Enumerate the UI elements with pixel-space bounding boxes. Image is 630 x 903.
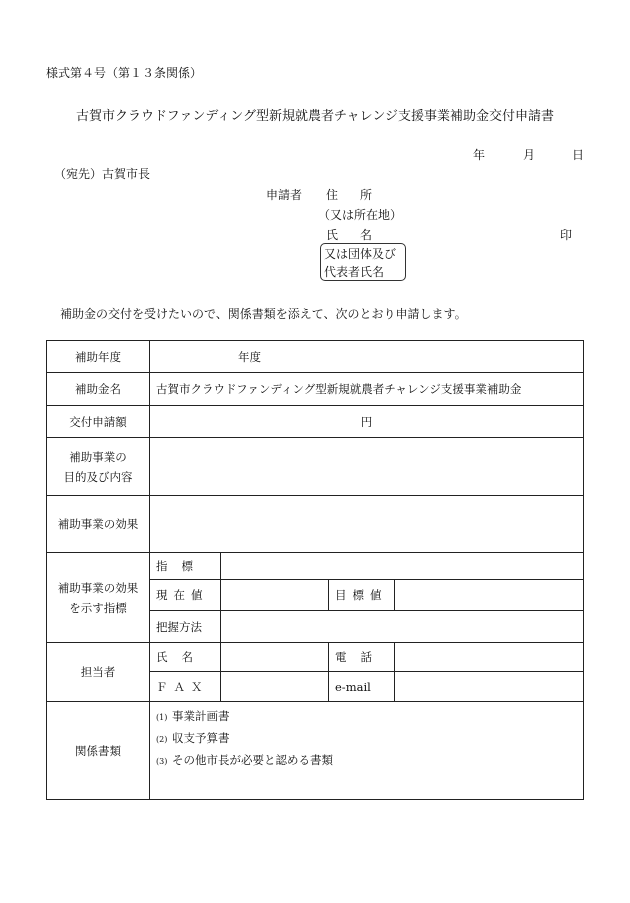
indicator-group-label (47, 553, 150, 643)
contact-name-label: 氏名 (150, 643, 221, 672)
table-row (47, 702, 584, 800)
representative-label-line1: 又は団体及び (324, 247, 397, 261)
target-value-label: 目標値 (329, 580, 395, 611)
indicator-label: 指標 (150, 553, 221, 580)
subsidy-name-label: 補助金名 (47, 373, 150, 406)
subsidy-name-value: 古賀市クラウドファンディング型新規就農者チャレンジ支援事業補助金 (150, 373, 584, 406)
amount-unit: 円 (360, 414, 373, 429)
target-value-field[interactable] (395, 580, 584, 611)
list-item: (3) その他市長が必要と認める書類 (156, 753, 333, 767)
table-row (47, 341, 584, 373)
method-field[interactable] (221, 611, 584, 643)
representative-label-line2: 代表者氏名 (324, 265, 385, 279)
indicator-field[interactable] (221, 553, 584, 580)
table-row (47, 643, 584, 672)
table-row (47, 438, 584, 496)
effect-label: 補助事業の効果 (47, 496, 150, 553)
email-field[interactable] (395, 672, 584, 702)
current-value-label: 現在値 (150, 580, 221, 611)
fiscal-year-label: 補助年度 (47, 341, 150, 373)
address-alt-label: （又は所在地） (318, 208, 403, 222)
method-label: 把握方法 (150, 611, 221, 643)
purpose-label-line1: 補助事業の (69, 449, 127, 464)
current-value-field[interactable] (221, 580, 329, 611)
table-row (47, 373, 584, 406)
fiscal-year-field[interactable] (150, 341, 584, 373)
intro-sentence: 補助金の交付を受けたいので、関係書類を添えて、次のとおり申請します。 (60, 307, 467, 321)
fiscal-year-unit: 年度 (238, 349, 261, 364)
purpose-label (47, 438, 150, 496)
list-item: (1) 事業計画書 (156, 709, 230, 723)
fax-field[interactable] (221, 672, 329, 702)
addressee: （宛先）古賀市長 (54, 167, 151, 181)
amount-field[interactable] (150, 406, 584, 438)
fax-label: ＦＡＸ (150, 672, 221, 702)
contact-name-field[interactable] (221, 643, 329, 672)
purpose-field[interactable] (150, 438, 584, 496)
name-label: 氏名 (326, 228, 395, 242)
form-number: 様式第４号（第１３条関係） (46, 66, 203, 80)
date-day-label: 日 (572, 148, 585, 162)
table-row (47, 496, 584, 553)
list-item: (2) 収支予算書 (156, 731, 230, 745)
application-table (46, 340, 584, 800)
effect-field[interactable] (150, 496, 584, 553)
document-title: 古賀市クラウドファンディング型新規就農者チャレンジ支援事業補助金交付申請書 (75, 109, 554, 124)
email-label: e-mail (329, 672, 395, 702)
phone-field[interactable] (395, 643, 584, 672)
date-year-label: 年 (473, 148, 486, 162)
phone-label: 電話 (329, 643, 395, 672)
table-row (47, 553, 584, 580)
indicator-group-line1: 補助事業の効果 (57, 580, 139, 595)
purpose-label-line2: 目的及び内容 (63, 469, 133, 484)
documents-label: 関係書類 (47, 702, 150, 800)
applicant-label: 申請者 (266, 188, 303, 202)
seal-mark: 印 (560, 228, 573, 242)
date-month-label: 月 (523, 148, 536, 162)
table-row (47, 406, 584, 438)
amount-label: 交付申請額 (47, 406, 150, 438)
contact-label: 担当者 (47, 643, 150, 702)
address-label: 住所 (326, 188, 395, 202)
indicator-group-line2: を示す指標 (69, 600, 127, 615)
documents-list (150, 702, 584, 800)
